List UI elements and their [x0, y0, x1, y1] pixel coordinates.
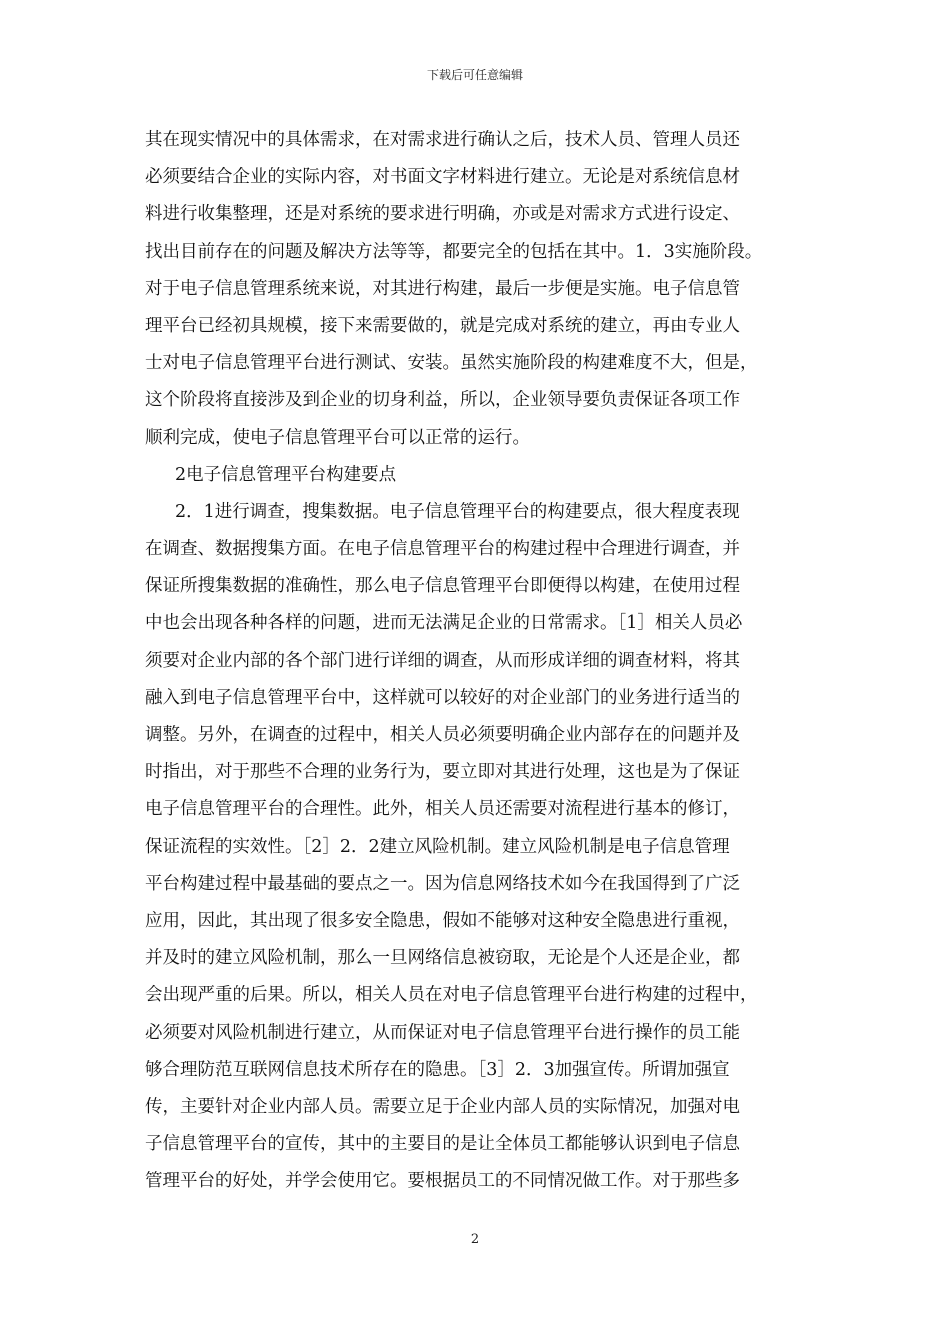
text-line: 对于电子信息管理系统来说，对其进行构建，最后一步便是实施。电子信息管 — [145, 278, 740, 299]
text-line: 中也会出现各种各样的问题，进而无法满足企业的日常需求。［1］相关人员必 — [145, 613, 743, 634]
text-line: 时指出，对于那些不合理的业务行为，要立即对其进行处理，这也是为了保证 — [145, 762, 740, 783]
body-text — [145, 122, 809, 1200]
text-line: 其在现实情况中的具体需求，在对需求进行确认之后，技术人员、管理人员还 — [145, 130, 740, 150]
text-line: 顺利完成，使电子信息管理平台可以正常的运行。 — [145, 427, 530, 448]
text-line: 必须要对风险机制进行建立，从而保证对电子信息管理平台进行操作的员工能 — [145, 1022, 740, 1043]
page-number: 2 — [470, 1232, 480, 1247]
text-line: 够合理防范互联网信息技术所存在的隐患。［3］2．3加强宣传。所谓加强宣 — [145, 1059, 730, 1080]
text-line: 会出现严重的后果。所以，相关人员在对电子信息管理平台进行构建的过程中， — [145, 985, 758, 1006]
text-line: 融入到电子信息管理平台中，这样就可以较好的对企业部门的业务进行适当的 — [145, 687, 740, 708]
text-line: 找出目前存在的问题及解决方法等等，都要完全的包括在其中。1．3实施阶段。 — [145, 241, 763, 262]
text-line: 应用，因此，其出现了很多安全隐患，假如不能够对这种安全隐患进行重视， — [145, 910, 740, 931]
text-line: 在调查、数据搜集方面。在电子信息管理平台的构建过程中合理进行调查，并 — [145, 539, 740, 560]
text-line: 电子信息管理平台的合理性。此外，相关人员还需要对流程进行基本的修订， — [145, 799, 740, 820]
text-line: 料进行收集整理，还是对系统的要求进行明确，亦或是对需求方式进行设定、 — [145, 204, 740, 225]
text-line: 平台构建过程中最基础的要点之一。因为信息网络技术如今在我国得到了广泛 — [145, 873, 740, 894]
text-line: 士对电子信息管理平台进行测试、安装。虽然实施阶段的构建难度不大，但是， — [145, 353, 758, 374]
text-line: 并及时的建立风险机制，那么一旦网络信息被窃取，无论是个人还是企业，都 — [145, 948, 740, 969]
text-line: 这个阶段将直接涉及到企业的切身利益，所以，企业领导要负责保证各项工作 — [145, 390, 740, 411]
page-header: 下载后可任意编辑 — [426, 68, 523, 82]
text-line: 理平台已经初具规模，接下来需要做的，就是完成对系统的建立，再由专业人 — [145, 315, 740, 336]
text-line: 必须要结合企业的实际内容，对书面文字材料进行建立。无论是对系统信息材 — [145, 167, 740, 188]
text-line: 调整。另外，在调查的过程中，相关人员必须要明确企业内部存在的问题并及 — [145, 725, 740, 745]
text-line: 子信息管理平台的宣传，其中的主要目的是让全体员工都能够认识到电子信息 — [145, 1134, 740, 1155]
text-line: 保证所搜集数据的准确性，那么电子信息管理平台即便得以构建，在使用过程 — [145, 576, 740, 597]
paragraph-start-line: 2．1进行调查，搜集数据。电子信息管理平台的构建要点，很大程度表现 — [175, 501, 740, 522]
text-line: 管理平台的好处，并学会使用它。要根据员工的不同情况做工作。对于那些多 — [145, 1171, 740, 1192]
text-line: 传，主要针对企业内部人员。需要立足于企业内部人员的实际情况，加强对电 — [145, 1096, 740, 1117]
section-heading: 2电子信息管理平台构建要点 — [175, 464, 397, 485]
text-line: 保证流程的实效性。［2］2．2建立风险机制。建立风险机制是电子信息管理 — [145, 836, 730, 857]
text-line: 须要对企业内部的各个部门进行详细的调查，从而形成详细的调查材料，将其 — [145, 650, 740, 671]
